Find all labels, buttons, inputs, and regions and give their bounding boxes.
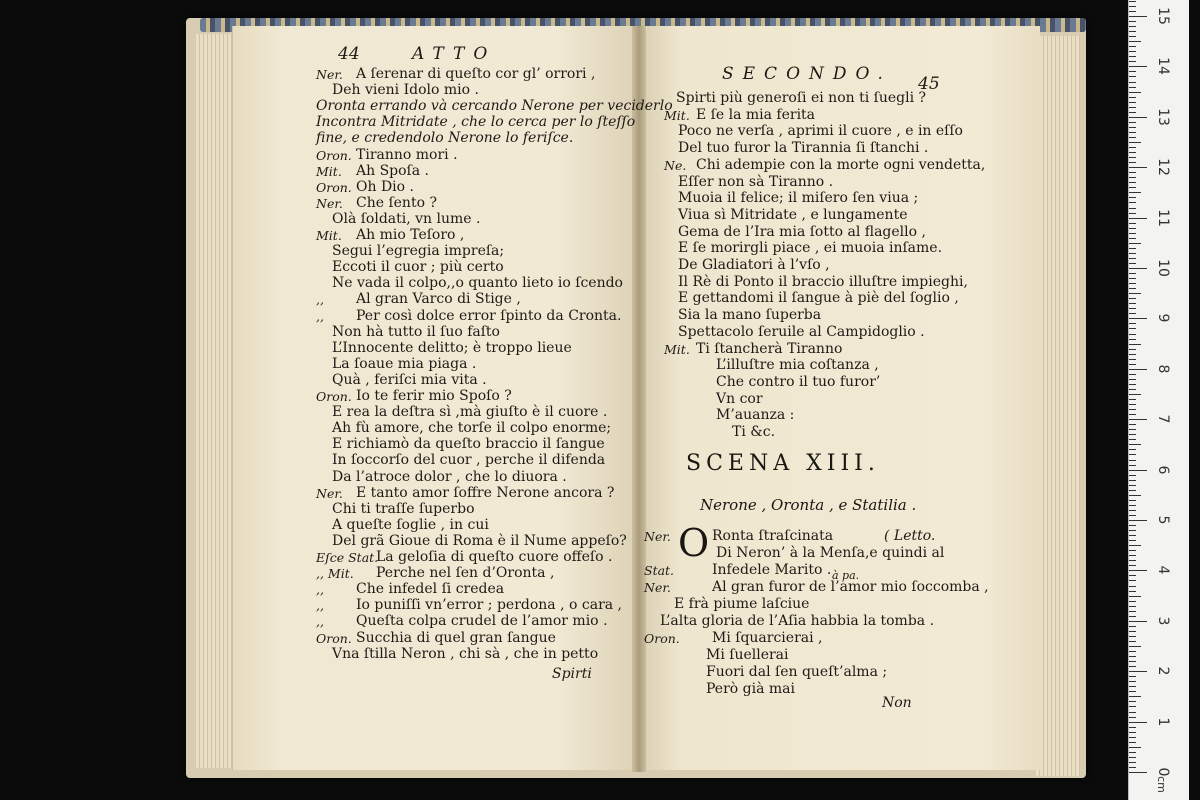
ruler-number: 0: [1155, 767, 1171, 777]
ruler-number: 10: [1155, 259, 1171, 277]
ruler-number: 15: [1155, 7, 1171, 25]
ruler-tick: [1129, 298, 1136, 299]
ruler-tick: [1129, 686, 1136, 687]
ruler-tick: [1129, 117, 1147, 118]
text-line: Mi ſuellerai: [706, 647, 789, 663]
text-line: Segui l’egregia impreſa;: [332, 243, 505, 260]
speaker-label: Ner.: [644, 580, 671, 595]
text-line: E frà piume laſciue: [674, 596, 810, 612]
text-line: Che infedel ſi credea: [356, 581, 505, 598]
marginal-note: ( Letto.: [884, 528, 936, 544]
speaker-label: Eſce Stat.: [316, 550, 379, 565]
ruler-tick: [1129, 334, 1136, 335]
right-page-number: 45: [918, 74, 940, 94]
text-line: Vna ſtilla Neron , chi sà , che in petto: [332, 645, 599, 662]
ruler-tick: [1129, 454, 1136, 455]
text-line: De Gladiatori à l’vſo ,: [678, 257, 830, 273]
speaker-label: Stat.: [644, 563, 675, 578]
ruler-tick: [1129, 339, 1136, 340]
text-line: Ah mio Teſoro ,: [356, 227, 465, 243]
text-line: E ſe la mia ferita: [696, 106, 816, 123]
ruler-number: 1: [1155, 717, 1171, 727]
ruler-tick: [1129, 414, 1136, 415]
text-line: L’alta gloria de l’Aſia habbia la tomba .: [660, 613, 935, 629]
ruler-tick: [1129, 747, 1141, 748]
ruler-tick: [1129, 565, 1136, 566]
text-line: Ti ſtancherà Tiranno: [696, 340, 843, 357]
text-line: Olà ſoldati, vn lume .: [332, 210, 481, 227]
text-line: Infedele Marito .: [712, 562, 832, 578]
text-line: Eſſer non sà Tiranno .: [678, 173, 834, 190]
ruler-tick: [1129, 172, 1136, 173]
ruler-number: 7: [1155, 414, 1171, 424]
ruler-tick: [1129, 666, 1136, 667]
text-line: Mi ſquarcierai ,: [712, 630, 823, 646]
ruler-tick: [1129, 76, 1136, 77]
ruler-tick: [1129, 359, 1136, 360]
text-line: Non hà tutto il ſuo faſto: [332, 323, 500, 340]
ruler-tick: [1129, 671, 1147, 672]
ruler-number: 6: [1155, 465, 1171, 475]
ruler-number: 3: [1155, 616, 1171, 626]
ruler-tick: [1129, 651, 1136, 652]
ruler-tick: [1129, 575, 1136, 576]
ruler-tick: [1129, 676, 1136, 677]
ruler-tick: [1129, 586, 1136, 587]
text-line: Incontra Mitridate , che lo cerca per lo ſteſſo: [316, 114, 636, 131]
speaker-label: Ner.: [644, 529, 671, 544]
ruler-tick: [1129, 318, 1147, 319]
ruler-tick: [1129, 92, 1141, 93]
ruler-tick: [1129, 288, 1136, 289]
ruler-tick: [1129, 248, 1136, 249]
speaker-label: ,,: [316, 582, 324, 598]
text-line: Ne vada il colpo,,o quanto lieto io ſcendo: [332, 275, 623, 292]
ruler-tick: [1129, 399, 1136, 400]
ruler-tick: [1129, 177, 1136, 178]
speaker-label: ,,: [316, 598, 324, 614]
speaker-label: Mit.: [664, 341, 690, 357]
text-line: A ſerenar di queſto cor gl’ orrori ,: [356, 66, 596, 82]
ruler-tick: [1129, 419, 1147, 420]
text-line: La geloſia di queſto cuore offeſo .: [376, 549, 613, 565]
measurement-ruler: [1128, 0, 1189, 800]
ruler-tick: [1129, 238, 1136, 239]
speaker-label: Ner.: [316, 195, 343, 211]
ruler-tick: [1129, 31, 1136, 32]
ruler-tick: [1129, 369, 1147, 370]
ruler-tick: [1129, 147, 1136, 148]
ruler-number: 4: [1155, 565, 1171, 575]
ruler-tick: [1129, 510, 1136, 511]
ruler-number: 13: [1155, 107, 1171, 126]
ruler-tick: [1129, 51, 1136, 52]
speaker-label: Mit.: [664, 107, 690, 123]
right-catchword: Non: [882, 695, 912, 711]
scene-title: SCENA XIII.: [686, 451, 880, 476]
ruler-tick: [1129, 364, 1136, 365]
ruler-tick: [1129, 752, 1136, 753]
ruler-tick: [1129, 591, 1136, 592]
text-line: Che ſento ?: [356, 194, 437, 211]
marginal-note: à pa.: [832, 569, 860, 582]
ruler-number: 14: [1155, 57, 1171, 76]
text-line: Oh Dio .: [356, 178, 414, 195]
ruler-tick: [1129, 374, 1136, 375]
ruler-tick: [1129, 596, 1141, 597]
ruler-tick: [1129, 323, 1136, 324]
ruler-tick: [1129, 137, 1136, 138]
text-line: E tanto amor ſoffre Nerone ancora ?: [356, 484, 615, 501]
speaker-label: Mit.: [316, 228, 342, 243]
ruler-tick: [1129, 162, 1136, 163]
ruler-tick: [1129, 278, 1136, 279]
ruler-tick: [1129, 379, 1136, 380]
ruler-tick: [1129, 616, 1136, 617]
ruler-tick: [1129, 127, 1136, 128]
speaker-label: Ne.: [664, 157, 687, 173]
ruler-tick: [1129, 71, 1136, 72]
ruler-tick: [1129, 722, 1147, 723]
ruler-tick: [1129, 434, 1136, 435]
ruler-tick: [1129, 535, 1136, 536]
ruler-tick: [1129, 152, 1136, 153]
text-line: Perche nel ſen d’Oronta ,: [376, 565, 555, 582]
ruler-tick: [1129, 515, 1136, 516]
ruler-tick: [1129, 389, 1136, 390]
text-line: Al gran furor de l’amor mio ſoccomba ,: [712, 579, 989, 595]
ruler-tick: [1129, 263, 1136, 264]
ruler-tick: [1129, 439, 1136, 440]
ruler-tick: [1129, 465, 1136, 466]
ruler-tick: [1129, 36, 1136, 37]
speaker-label: Oron.: [316, 147, 352, 163]
ruler-tick: [1129, 606, 1136, 607]
ruler-tick: [1129, 485, 1136, 486]
speaker-label: ,,: [316, 292, 324, 308]
text-line: Da l’atroce dolor , che lo diuora .: [332, 468, 567, 485]
text-line: Del tuo furor la Tirannia ſi ſtanchi .: [678, 140, 929, 157]
ruler-tick: [1129, 545, 1141, 546]
text-line: Del grã Gioue di Roma è il Nume appeſo?: [332, 532, 627, 549]
right-page-edges: [1036, 36, 1080, 776]
ruler-tick: [1129, 424, 1136, 425]
ruler-tick: [1129, 621, 1147, 622]
ruler-tick: [1129, 691, 1136, 692]
text-line: Chi adempie con la morte ogni vendetta,: [696, 156, 986, 173]
ruler-tick: [1129, 107, 1136, 108]
ruler-tick: [1129, 384, 1136, 385]
ruler-tick: [1129, 218, 1147, 219]
text-line: L’illuſtre mia coſtanza ,: [716, 357, 879, 374]
text-line: A queſte ſoglie , in cui: [332, 516, 489, 533]
ruler-tick: [1129, 328, 1136, 329]
right-running-head: SECONDO.: [722, 64, 892, 84]
text-line: Succhia di quel gran ſangue: [356, 629, 556, 646]
ruler-tick: [1129, 490, 1136, 491]
ruler-tick: [1129, 460, 1136, 461]
ruler-tick: [1129, 142, 1141, 143]
ruler-tick: [1129, 742, 1136, 743]
book-gutter: [632, 26, 646, 772]
text-line: M’auanza :: [716, 407, 795, 424]
ruler-tick: [1129, 354, 1136, 355]
text-line: Ronta ſtraſcinata: [712, 528, 834, 544]
speaker-label: Oron.: [644, 631, 680, 646]
ruler-tick: [1129, 167, 1147, 168]
ruler-tick: [1129, 525, 1136, 526]
text-line: Oronta errando và cercando Nerone per veciderlo: [316, 98, 673, 115]
ruler-tick: [1129, 157, 1136, 158]
text-line: E rea la deſtra sì ,mà giuſto è il cuore .: [332, 404, 608, 421]
ruler-tick: [1129, 394, 1141, 395]
text-line: Spirti più generoſi ei non ti ſuegli ?: [676, 90, 926, 106]
text-line: Per così dolce error ſpinto da Cronta.: [356, 307, 622, 324]
ruler-tick: [1129, 646, 1141, 647]
ruler-tick: [1129, 656, 1136, 657]
ruler-tick: [1129, 732, 1136, 733]
ruler-tick: [1129, 268, 1147, 269]
ruler-tick: [1129, 772, 1147, 773]
ruler-tick: [1129, 56, 1136, 57]
ruler-tick: [1129, 701, 1136, 702]
speaker-label: Ner.: [316, 67, 343, 82]
ruler-tick: [1129, 213, 1136, 214]
ruler-tick: [1129, 273, 1136, 274]
ruler-tick: [1129, 349, 1136, 350]
ruler-tick: [1129, 601, 1136, 602]
text-line: Viua sì Mitridate , e lungamente: [678, 206, 908, 223]
left-catchword: Spirti: [552, 666, 592, 682]
ruler-tick: [1129, 495, 1141, 496]
text-line: La ſoaue mia piaga .: [332, 355, 477, 372]
ruler-tick: [1129, 540, 1136, 541]
text-line: Gema de l’Ira mia ſotto al flagello ,: [678, 223, 926, 240]
text-line: Quà , feriſci mia vita .: [332, 371, 487, 388]
text-line: Muoia il felice; il miſero ſen viua ;: [678, 190, 919, 207]
ruler-tick: [1129, 706, 1136, 707]
text-line: E gettandomi il ſangue à piè del ſoglio ,: [678, 290, 959, 307]
ruler-tick: [1129, 762, 1136, 763]
ruler-tick: [1129, 626, 1136, 627]
ruler-tick: [1129, 233, 1136, 234]
ruler-tick: [1129, 611, 1136, 612]
text-line: Fuori dal ſen queſt’alma ;: [706, 664, 888, 680]
speaker-label: Mit.: [316, 163, 342, 179]
text-line: Di Neron’ à la Menſa,e quindi al: [716, 545, 945, 561]
ruler-tick: [1129, 192, 1141, 193]
left-page-edges: [196, 34, 236, 768]
speaker-label: ,,: [316, 614, 324, 630]
text-line: Tiranno mori .: [356, 146, 458, 163]
text-line: Io te ferir mio Spoſo ?: [356, 388, 512, 404]
left-page-number: 44: [338, 44, 360, 64]
text-line: Ah Spoſa .: [356, 162, 429, 179]
left-running-head: ATTO: [412, 44, 497, 64]
ruler-tick: [1129, 197, 1136, 198]
ruler-tick: [1129, 1, 1136, 2]
speaker-label: ,, Mit.: [316, 566, 354, 582]
ruler-tick: [1129, 87, 1136, 88]
ruler-tick: [1129, 6, 1136, 7]
ruler-tick: [1129, 475, 1136, 476]
ruler-tick: [1129, 727, 1136, 728]
ruler-tick: [1129, 82, 1136, 83]
ruler-number: 11: [1155, 208, 1171, 227]
text-line: Che contro il tuo furor’: [716, 373, 881, 390]
ruler-tick: [1129, 429, 1136, 430]
text-line: Però già mai: [706, 681, 795, 697]
ruler-tick: [1129, 243, 1141, 244]
ruler-tick: [1129, 520, 1147, 521]
ruler-tick: [1129, 767, 1136, 768]
ruler-tick: [1129, 187, 1136, 188]
ruler-tick: [1129, 11, 1136, 12]
ruler-tick: [1129, 631, 1136, 632]
ruler-tick: [1129, 570, 1147, 571]
ruler-tick: [1129, 26, 1136, 27]
ruler-tick: [1129, 293, 1141, 294]
ruler-tick: [1129, 41, 1141, 42]
ruler-tick: [1129, 712, 1136, 713]
ruler-tick: [1129, 313, 1136, 314]
text-line: Eccoti il cuor ; più certo: [332, 259, 504, 276]
speaker-label: Ner.: [316, 485, 343, 501]
ruler-tick: [1129, 505, 1136, 506]
text-line: Ti &c.: [732, 424, 776, 440]
ruler-tick: [1129, 681, 1136, 682]
text-line: Queſta colpa crudel de l’amor mio .: [356, 613, 608, 630]
text-line: L’Innocente delitto; è troppo lieue: [332, 339, 572, 356]
ruler-tick: [1129, 661, 1136, 662]
ruler-tick: [1129, 102, 1136, 103]
ruler-tick: [1129, 560, 1136, 561]
text-line: In ſoccorſo del cuor , perche il difenda: [332, 452, 606, 469]
ruler-tick: [1129, 253, 1136, 254]
ruler-tick: [1129, 641, 1136, 642]
ruler-tick: [1129, 202, 1136, 203]
ruler-tick: [1129, 228, 1136, 229]
scene-characters: Nerone , Oronta , e Statilia .: [700, 496, 917, 514]
ruler-tick: [1129, 409, 1136, 410]
ruler-tick: [1129, 470, 1147, 471]
ruler-number: 5: [1155, 515, 1171, 525]
ruler-number: 8: [1155, 364, 1171, 374]
text-line: Spettacolo ſeruile al Campidoglio .: [678, 323, 925, 340]
ruler-tick: [1129, 122, 1136, 123]
speaker-label: Oron.: [316, 389, 352, 404]
ruler-tick: [1129, 500, 1136, 501]
ruler-tick: [1129, 303, 1136, 304]
text-line: E ſe morirgli piace , ei muoia inſame.: [678, 240, 943, 257]
ruler-tick: [1129, 636, 1136, 637]
ruler-tick: [1129, 530, 1136, 531]
ruler-tick: [1129, 16, 1147, 17]
text-line: fine, e credendolo Nerone lo feriſce.: [316, 130, 574, 147]
text-line: Vn cor: [716, 390, 763, 407]
ruler-tick: [1129, 550, 1136, 551]
ruler-tick: [1129, 46, 1136, 47]
ruler-tick: [1129, 757, 1136, 758]
text-line: Ah fù amore, che torſe il colpo enorme;: [332, 420, 612, 437]
ruler-number: 2: [1155, 666, 1171, 676]
ruler-tick: [1129, 21, 1136, 22]
ruler-unit: cm: [1154, 776, 1168, 793]
speaker-label: ,,: [316, 308, 324, 324]
ruler-tick: [1129, 61, 1136, 62]
ruler-tick: [1129, 717, 1136, 718]
speaker-label: Oron.: [316, 630, 352, 646]
ruler-number: 12: [1155, 158, 1171, 177]
ruler-tick: [1129, 444, 1141, 445]
text-line: E richiamò da queſto braccio il ſangue: [332, 436, 605, 453]
ruler-tick: [1129, 449, 1136, 450]
ruler-tick: [1129, 404, 1136, 405]
ruler-tick: [1129, 308, 1136, 309]
ruler-tick: [1129, 97, 1136, 98]
ruler-tick: [1129, 182, 1136, 183]
text-line: Io puniſſi vn’error ; perdona , o cara ,: [356, 597, 623, 614]
speaker-label: Oron.: [316, 179, 352, 195]
drop-cap: O: [678, 521, 710, 565]
text-line: Sia la mano ſuperba: [678, 307, 822, 324]
ruler-tick: [1129, 696, 1141, 697]
text-line: Chi ti traſſe ſuperbo: [332, 500, 475, 517]
ruler-tick: [1129, 580, 1136, 581]
ruler-tick: [1129, 258, 1136, 259]
ruler-tick: [1129, 283, 1136, 284]
text-line: Deh vieni Idolo mio .: [332, 82, 479, 99]
ruler-tick: [1129, 112, 1136, 113]
ruler-tick: [1129, 132, 1136, 133]
ruler-tick: [1129, 66, 1147, 67]
text-line: Poco ne verſa , aprimi il cuore , e in eſſo: [678, 123, 963, 140]
ruler-number: 9: [1155, 313, 1171, 323]
ruler-tick: [1129, 555, 1136, 556]
ruler-tick: [1129, 223, 1136, 224]
text-line: Il Rè di Ponto il braccio illuſtre impieghi,: [678, 273, 968, 290]
ruler-tick: [1129, 208, 1136, 209]
text-line: Al gran Varco di Stige ,: [356, 291, 521, 308]
ruler-tick: [1129, 737, 1136, 738]
ruler-tick: [1129, 344, 1141, 345]
ruler-tick: [1129, 480, 1136, 481]
